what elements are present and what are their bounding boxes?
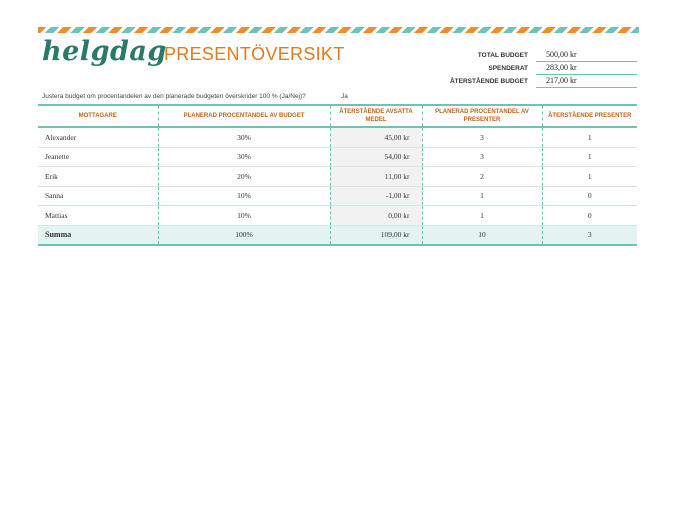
budget-summary bbox=[430, 49, 637, 88]
remaining-gifts-cell[interactable]: 1 bbox=[542, 147, 637, 167]
summary-row-total-budget bbox=[430, 49, 637, 62]
page-title: PRESENTÖVERSIKT bbox=[164, 44, 345, 64]
remaining-gifts-cell[interactable]: 0 bbox=[542, 186, 637, 206]
remaining-funds-cell[interactable]: 11,00 kr bbox=[330, 167, 422, 187]
total-budget-cell[interactable]: 500,00 kr bbox=[536, 49, 637, 62]
summary-label: TOTAL BUDGET bbox=[477, 52, 528, 59]
recipient-cell[interactable]: Alexander bbox=[38, 127, 158, 147]
table-total-row bbox=[38, 225, 637, 245]
header-planned-budget-percent[interactable]: PLANERAD PROCENTANDEL AV BUDGET bbox=[158, 105, 330, 127]
header-planned-gifts-percent[interactable]: PLANERAD PROCENTANDEL AV PRESENTER bbox=[422, 105, 542, 127]
table-header-row bbox=[38, 105, 637, 127]
summary-row-spent bbox=[430, 62, 637, 75]
table-row bbox=[38, 186, 637, 206]
total-remaining-gifts-cell[interactable]: 3 bbox=[542, 225, 637, 245]
adjust-budget-question: Justera budget om procentandelen av den planerade budgeten överskrider 100 % (Ja/Nej)? bbox=[42, 93, 306, 100]
remaining-gifts-cell[interactable]: 0 bbox=[542, 206, 637, 226]
table-row bbox=[38, 127, 637, 147]
gift-percent-cell[interactable]: 1 bbox=[422, 186, 542, 206]
summary-row-remaining bbox=[430, 75, 637, 88]
adjust-budget-answer-cell[interactable]: Ja bbox=[341, 93, 348, 100]
budget-percent-cell[interactable]: 10% bbox=[158, 186, 330, 206]
gift-percent-cell[interactable]: 3 bbox=[422, 147, 542, 167]
gift-percent-cell[interactable]: 2 bbox=[422, 167, 542, 187]
budget-percent-cell[interactable]: 10% bbox=[158, 206, 330, 226]
recipient-cell[interactable]: Sanna bbox=[38, 186, 158, 206]
table-row bbox=[38, 147, 637, 167]
budget-percent-cell[interactable]: 20% bbox=[158, 167, 330, 187]
brand-logo-text: helgdag bbox=[42, 36, 167, 67]
total-label-cell[interactable]: Summa bbox=[38, 225, 158, 245]
summary-label: ÅTERSTÅENDE BUDGET bbox=[449, 78, 528, 85]
header-recipient[interactable]: MOTTAGARE bbox=[38, 105, 158, 127]
summary-label: SPENDERAT bbox=[488, 65, 528, 72]
remaining-funds-cell[interactable]: 0,00 kr bbox=[330, 206, 422, 226]
recipient-cell[interactable]: Jeanette bbox=[38, 147, 158, 167]
remaining-funds-cell[interactable]: -1,00 kr bbox=[330, 186, 422, 206]
remaining-gifts-cell[interactable]: 1 bbox=[542, 127, 637, 147]
table-row bbox=[38, 167, 637, 187]
spent-cell[interactable]: 283,00 kr bbox=[536, 62, 637, 75]
budget-percent-cell[interactable]: 30% bbox=[158, 127, 330, 147]
gift-overview-table bbox=[38, 104, 637, 246]
budget-percent-cell[interactable]: 30% bbox=[158, 147, 330, 167]
total-remaining-funds-cell[interactable]: 109,00 kr bbox=[330, 225, 422, 245]
remaining-budget-cell[interactable]: 217,00 kr bbox=[536, 75, 637, 88]
gift-percent-cell[interactable]: 1 bbox=[422, 206, 542, 226]
total-budget-percent-cell[interactable]: 100% bbox=[158, 225, 330, 245]
recipient-cell[interactable]: Erik bbox=[38, 167, 158, 187]
remaining-funds-cell[interactable]: 54,00 kr bbox=[330, 147, 422, 167]
header-remaining-gifts[interactable]: ÅTERSTÅENDE PRESENTER bbox=[542, 105, 637, 127]
remaining-gifts-cell[interactable]: 1 bbox=[542, 167, 637, 187]
gift-percent-cell[interactable]: 3 bbox=[422, 127, 542, 147]
table-row bbox=[38, 206, 637, 226]
total-gift-percent-cell[interactable]: 10 bbox=[422, 225, 542, 245]
recipient-cell[interactable]: Mattias bbox=[38, 206, 158, 226]
decorative-stripe-banner bbox=[38, 27, 639, 33]
remaining-funds-cell[interactable]: 45,00 kr bbox=[330, 127, 422, 147]
header-remaining-funds[interactable]: ÅTERSTÅENDE AVSATTA MEDEL bbox=[330, 105, 422, 127]
